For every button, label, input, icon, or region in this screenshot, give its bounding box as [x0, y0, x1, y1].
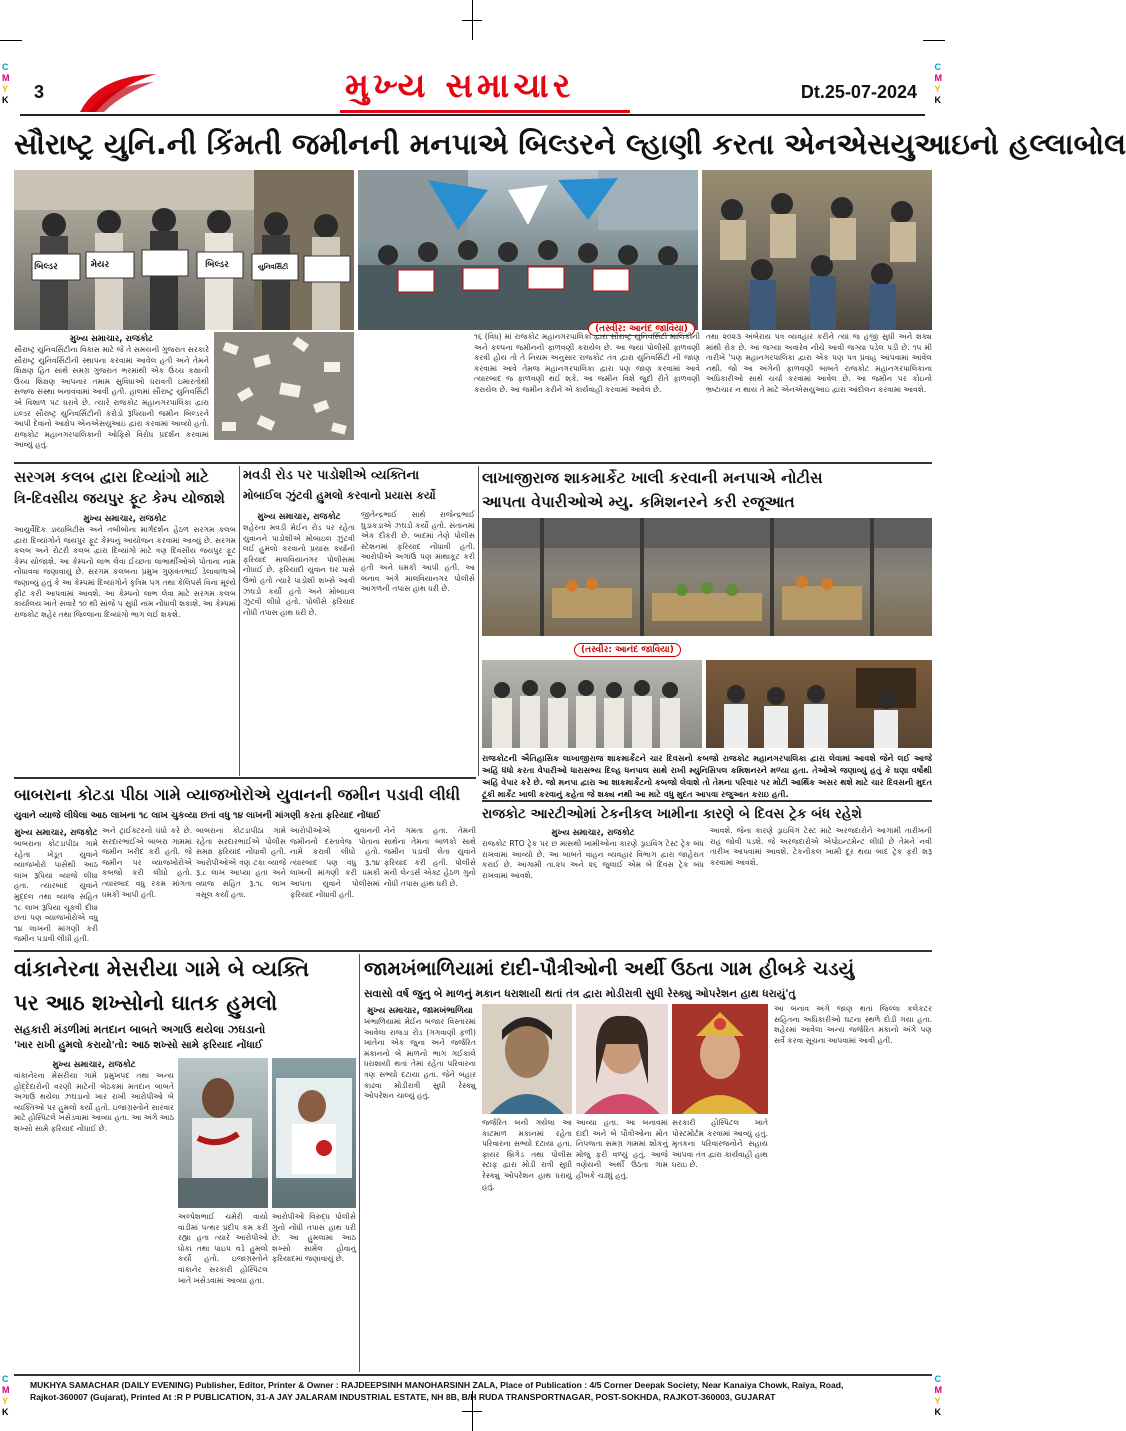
babra-body-3: બાબરાના કોટડાપીઠા ગામે રહેતા સરદારભાઈએ પોલીસ સમક્ષ ફરિયાદ નોંધાવી હતી. આરોપીઓએ ત્રણ ટકા વ્યાજે રૂ.૮ લાખ આપ્યા હતા અને વ્યાજ સહિત રૂ.૧૮ લાખ વસૂલ કર્યા હતા.	[196, 826, 286, 899]
cmyk-marks-right: C M Y K	[934, 62, 942, 105]
masthead-rule	[20, 114, 925, 116]
wankaner-subhead-1: સહકારી મંડળીમાં મતદાન બાબતે અગાઉ થયેલા ઝઘડાનો	[14, 1023, 266, 1036]
sargam-body: આયુર્વેદિક ડાયાબિટીસ અને તબીબોના માર્ગદર્શન હેઠળ સરગમ કલબ દ્વારા દિવ્યાંગોને જયપુર ફૂટ કેમ્પનું આયોજન કરવામાં આવ્યું છે. સરગમ કલબ અને રોટરી કલબ દ્વારા દિવ્યાંગો માટે ત્રણ દિવસીય જયપુર ફૂટ કેમ્પ યોજાશે. આ કેમ્પનો લાભ લેવા ઈચ્છતા લાભાર્થીઓએ પોતાના નામ નોંધાવવા જણાવાયું છે. સરગમ કલબના પ્રમુખ ગુણવંતભાઈ ડેલાવાળાએ જણાવ્યું હતું કે આ કેમ્પમાં દિવ્યાંગોને કૃત્રિમ પગ તથા કેલિપર્સ વિના મૂલ્યે ફીટ કરી આપવામાં આવશે. આ કેમ્પનો લાભ લેવા માટે સરગમ કલબ કાર્યાલય ખાતે સવારે ૧૦ થી સાંજે ૫ સુધી નામ નોંધાવી શકાશે. આ કેમ્પમાં રાજકોટ શહેર તથા જિલ્લાના દિવ્યાંગો ભાગ લઈ શકશે.	[14, 525, 236, 619]
market-photo-3	[706, 660, 932, 748]
jam-body-5: આ બનાવ અંગે જાણ થતાં જિલ્લા કલેકટર સહિતના અધિકારીઓ ઘટના સ્થળે દોડી ગયા હતા. શહેરમાં આવેલા અન્ય જર્જરિત મકાનો અંગે પણ સર્વે કરવા સૂચના આપવામાં આવી હતી.	[774, 1004, 932, 1045]
jam-byline: મુખ્ય સમાચાર, જામખંભાળિયા	[367, 1006, 473, 1016]
section-title: મુખ્ય સમાચાર	[345, 66, 575, 106]
babra-body-4: આરોપીઓએ યુવાનની જમીનનો દસ્તાવેજ પોતાના નામે કરાવી લીધો હતો. ત્યારબાદ પણ વધુ રૂ.૧૪ લાખની માંગણી કરી ધમકી આપતા યુવાને પોલીસમાં ફરિયાદ નોંધાવી હતી.	[290, 826, 380, 899]
cmyk-marks-bottom-right: C M Y K	[934, 1374, 942, 1417]
wankaner-col-1	[14, 1058, 174, 1370]
top-story-col-1	[14, 332, 209, 470]
babra-col-5	[384, 826, 476, 948]
babra-body-1: બાબરાના કોટડાપીઠા ગામે રહેતા ખેડૂત યુવાને વ્યાજખોરો પાસેથી આઠ લાખ રૂપિયા વ્યાજે લીધા હતા. ત્યારબાદ યુવાને મુદ્દલ તથા વ્યાજ સહિત ૧૮ લાખ રૂપિયા ચૂકવી દીધા છતાં પણ વ્યાજખોરોએ વધુ ૧૪ લાખની માંગણી કરી જમીન પડાવી લીધી હતી.	[14, 839, 98, 944]
jam-col-4	[672, 1118, 768, 1370]
page-number: 3	[34, 82, 45, 102]
jam-body-4: સરકારી હોસ્પિટલ ખાતે પોસ્ટમોર્ટમ કરવામાં આવ્યું હતું. મૃતકના પરિવારજનોને સહાય આપવા તંત્ર દ્વારા કાર્યવાહી હાથ ધરાઇ છે.	[672, 1118, 768, 1170]
jam-headline: જામખંભાળિયામાં દાદી-પૌત્રીઓની અર્થી ઉઠતા ગામ હીબકે ચડયું	[364, 958, 855, 980]
wankaner-headline-2: પર આઠ શખ્સોનો ઘાતક હુમલો	[14, 991, 278, 1015]
jam-body-2: જર્જરિત બની ગયેલા આ કાટમાળ મકાનમાં રહેતા પરિવારના સભ્યો દટાયા હતા. ફાયર બ્રિગેડ તથા પોલીસ સ્ટાફ દ્વારા મોડી રાત્રી સુધી રેસ્ક્યુ ઓપરેશન હાથ ધરાયું હતું.	[482, 1118, 572, 1191]
mavdi-headline-1: મવડી રોડ પર પાડોશીએ વ્યક્તિના	[243, 468, 420, 483]
market-headline-2: આપતા વેપારીઓએ મ્યુ. કમિશનરને કરી રજૂઆત	[482, 493, 795, 511]
babra-headline-2: યુવાને વ્યાજે લીધેલા આઠ લાખના ૧૮ લાખ ચુકવ્યા છતાં વધુ ૧૪ લાખની માંગણી કરતા ફરિયાદ નોંધાઈ	[14, 811, 381, 821]
victim-photo-2	[576, 1004, 668, 1114]
mavdi-headline-2: મોબાઈલ ઝુંટવી હુમલો કરવાનો પ્રયાસ કર્યો	[243, 489, 436, 502]
wankaner-body-1: વાંકાનેરના મેસરીયા ગામે પ્રમુખપદ તથા અન્ય હોદ્દેદારોની વરણી માટેની બેઠકમાં મતદાન બાબતે અગાઉ થયેલા ઝઘડાનો ખાર રાખી આરોપીઓ બે વ્યક્તિઓ પર હુમલો કર્યો હતો. ઇજાગ્રસ્તોને સારવાર માટે હોસ્પિટલે ખસેડવામાં આવ્યા હતા. આ અંગે આઠ શખ્સો સામે ફરિયાદ નોંધાઈ છે.	[14, 1071, 174, 1133]
logo-swoosh-icon	[78, 72, 158, 114]
crop-mark-top-h	[462, 20, 482, 21]
mavdi-body-2: જીતેન્દ્રભાઈ સાથે રાજેન્દ્રભાઈ ઘુડાકડાએ ઝઘડો કર્યો હતો. સંતાનમાં એક દીકરી છે. બાદમાં તેણે પોલીસ સ્ટેશનમાં ફરિયાદ નોંધાવી હતી. આરોપીએ અગાઉ પણ માથાકૂટ કરી હતી અને ધમકી આપી હતી. આ બનાવ અંગે માલવિયાનગર પોલીસે આગળની તપાસ હાથ ધરી છે.	[361, 510, 475, 594]
divider-v-3	[359, 954, 360, 1372]
divider-v-2	[478, 466, 479, 776]
photo-credit-top: (તસ્વીર: આનંદ જાવિયા)	[588, 322, 695, 336]
placard-4: યુનિવર્સિટી	[257, 263, 289, 271]
victim-photo-3	[672, 1004, 768, 1114]
mavdi-byline: મુખ્ય સમાચાર, રાજકોટ	[257, 512, 341, 522]
imprint-line-1: MUKHYA SAMACHAR (DAILY EVENING) Publisher, Editor, Printer & Owner : RAJDEEPSINH MANOHARSINH ZALA, Place of Publication : 4/5 Corner Deepak Society, Near Kanaiya Chowk, Raiya, Road,	[30, 1380, 844, 1390]
rto-headline: રાજકોટ આરટીઓમાં ટેકનીકલ ખામીના કારણે બે દિવસ ટ્રેક બંધ રહેશે	[482, 806, 862, 822]
rto-body-1: રાજકોટ RTO ટ્રેક પર છ માસથી ખામીઓના કારણે ડ્રાઇવિંગ ટેસ્ટ ટ્રેક બંધ રાખવામાં આવ્યો છે. આ બાબતે વાહન વ્યવહાર વિભાગ દ્વારા જાહેરાત કરાઈ છે. આગામી તા.૨૫ અને ૨૬ જુલાઈ એમ બે દિવસ ટ્રેક બંધ રાખવામાં આવશે.	[482, 839, 704, 880]
babra-body-2: અને ટ્રાઈક્ટરનો ધંધો કરે છે. સરદારભાઈએ બાબરા ગામમાં જમીન ખરીદ કરી હતી. જે જમીન પર વ્યાજખોરોએ કબજો કરી લીધો હતો. ત્યારબાદ વધુ રકમ માંગતા ધમકી આપી હતી.	[102, 826, 192, 899]
protest-photo-1	[14, 170, 354, 330]
imprint-footer	[30, 1379, 915, 1403]
issue-date: Dt.25-07-2024	[800, 82, 917, 102]
sargam-byline: મુખ્ય સમાચાર, રાજકોટ	[83, 514, 167, 524]
cmyk-marks-left: C M Y K	[2, 62, 10, 105]
babra-byline: મુખ્ય સમાચાર, રાજકોટ	[14, 828, 98, 838]
title-underline	[340, 110, 630, 113]
cmyk-marks-bottom-left: C M Y K	[2, 1374, 10, 1417]
protest-photo-2	[358, 170, 698, 330]
rto-byline: મુખ્ય સમાચાર, રાજકોટ	[551, 828, 635, 838]
mavdi-col-1	[243, 510, 355, 776]
mavdi-col-2	[361, 510, 475, 776]
wankaner-col-2	[178, 1212, 268, 1370]
crop-mark-tl	[0, 40, 22, 41]
jam-subhead: સવાસો વર્ષ જુનુ બે માળનું મકાન ધરાશાયી થતાં તંત્ર દ્વારા મોડીરાત્રી સુધી રેસ્ક્યુ ઓપરેશન હાથ ધરાયું'તુ	[364, 988, 796, 1000]
top-story-col-2	[474, 332, 700, 470]
top-story-body-1: સૌરાષ્ટ્ર યુનિવર્સિટીના વિકાસ માટે જે તે સમયની ગુજરાત સરકારે સૌરાષ્ટ્ર યુનિવર્સિટીની સ્થાપના કરવામાં આવેલ હતી અને તેમને શિક્ષણ હિત સાથે સમગ્ર ગુજરાત ભરમાંથી એક ઉચ્ચ કક્ષાની ઉચ્ચ શિક્ષણ આપનાર તમામ સુવિધાઓ ધરાવતી ઇમારતોથી સજ્જ સંસ્થા બનાવવામાં આવી હતી. હાલમાં સૌરાષ્ટ્ર યુનિવર્સિટી એ વિશાળ પટ ધરાવે છે. ત્યારે રાજકોટ મહાનગરપાલિકા દ્વારા ઇલ્ડર સૌરાષ્ટ્ર યુનિવર્સિટીની કરોડો રૂપિયાની જમીન બિલ્ડરને આપી દેવાનો આક્ષેપ એનએસયુઆઇ દ્વારા કરવામાં આવ્યો હતો. રાજકોટ મહાનગરપાલિકાની ઓફિસે વિરોધ પ્રદર્શન કરવામાં આવ્યું હતું.	[14, 345, 209, 450]
top-story-headline: સૌરાષ્ટ્ર યુનિ.ની કિંમતી જમીનની મનપાએ બિલ્ડરને લ્હાણી કરતા એનએસયુઆઇનો હલ્લાબોલ	[14, 127, 1126, 161]
market-headline-1: લાખાજીરાજ શાકમાર્કેટ ખાલી કરવાની મનપાએ નોટીસ	[482, 469, 823, 487]
crop-mark-tr	[923, 40, 945, 41]
sargam-headline-1: સરગમ કલબ દ્વારા દિવ્યાંગો માટે	[14, 468, 209, 486]
divider-3	[482, 800, 932, 802]
top-story-col-3	[706, 332, 932, 470]
wankaner-subhead-2: 'ખાર રાખી હુમલો કરાયો'તો: આઠ શખ્સો સામે ફરિયાદ નોંધાઈ	[14, 1040, 263, 1051]
babra-col-3	[196, 826, 286, 948]
rto-col-1	[482, 826, 704, 944]
injured-photo-2	[272, 1058, 356, 1208]
footer-rule	[14, 1374, 932, 1376]
divider-2	[14, 777, 476, 779]
placard-1: બિલ્ડર	[34, 262, 58, 272]
placard-2: મેયર	[90, 260, 110, 270]
babra-col-2	[102, 826, 192, 948]
protest-photo-3	[702, 170, 932, 330]
wankaner-body-3: આરોપીઓ વિરુદ્ધ પોલીસે ગુનો નોંધી તપાસ હાથ ધરી છે. આ હુમલામાં આઠ શખ્સો સામેલ હોવાનું ફરિયાદમાં જણાવાયું છે.	[272, 1212, 356, 1264]
jam-col-1	[364, 1004, 476, 1370]
photo-credit-market: (તસ્વીર: આનંદ જાવિયા)	[574, 643, 681, 657]
babra-col-4	[290, 826, 380, 948]
victim-photo-1	[482, 1004, 572, 1114]
top-story-body-2: ૧૬ (વિધ) માં રાજકોટ મહાનગરપાલિકા દ્વારા સૌરાષ્ટ્ર યુનિવર્સિટી માલિકીની અને કલ્પના જમીનની ફાળવણી કરાયેલ છે. આ જ્યાં પોલીસી ફાળવણી કરવી હોય તો તે નિયમ અનુસાર રાજકોટ તંત્ર દ્વારા યુનિવર્સિટી ની જાણ કરવામાં આવે તેમજ મહાનગરપાલિકા દ્વારા પણ જાણ કરવામાં આવે ત્યારબાદ જ ફાળવણી થઈ શકે. આ જમીન વિશે જુદી રીતે ફાળવણી કરાયેલ છે. આ જમીન કરીને એ કાર્યવાહી કરવામાં આવેલ છે.	[474, 332, 700, 394]
torn-papers-photo	[214, 332, 354, 440]
babra-headline-1: બાબરાના કોટડા પીઠા ગામે વ્યાજખોરોએ યુવાનની જમીન પડાવી લીધી	[14, 785, 461, 804]
mavdi-body-1: શહેરના મવડી મેઈન રોડ પર રહેતા યુવાનને પાડોશીએ મોબાઇલ ઝુંટવી લઈ હુમલો કરવાનો પ્રયાસ કર્યાની ફરિયાદ માલવિયાનગર પોલીસમાં નોંધાઈ છે. ફરિયાદી યુવાન ઘર પાસે ઉભો હતો ત્યારે પાડોશી શખ્સે આવી ઝઘડો કર્યો હતો અને મોબાઇલ ઝુંટવી લીધો હતો. પોલીસે ફરિયાદ નોંધી તપાસ હાથ ધરી છે.	[243, 523, 355, 617]
market-photo-1	[482, 518, 932, 636]
rto-col-2	[710, 826, 932, 944]
top-story-byline: મુખ્ય સમાચાર, રાજકોટ	[69, 334, 154, 344]
babra-col-1	[14, 826, 98, 948]
rto-body-2: આવશે. જેના કારણે ડ્રાઇવિંગ ટેસ્ટ માટે અરજદારોને આગામી તારીખની રાહ જોવી પડશે. જે અરજદારોએ એપોઇન્ટમેન્ટ લીધી છે તેમને નવી તારીખ આપવામાં આવશે. ટેકનીકલ ખામી દૂર થયા બાદ ટ્રેક ફરી શરૂ કરવામાં આવશે.	[710, 826, 932, 867]
divider-v-1	[239, 466, 240, 776]
jam-col-3	[576, 1118, 668, 1370]
divider-1	[14, 462, 932, 464]
sargam-headline-2: ત્રિ-દિવસીય જયપુર ફૂટ કેમ્પ યોજાશે	[14, 491, 225, 507]
jam-col-2	[482, 1118, 572, 1370]
injured-photo-1	[178, 1058, 268, 1208]
wankaner-col-3	[272, 1212, 356, 1370]
crop-mark-bottom-h	[462, 1411, 482, 1412]
top-story-body-3: તથા ૨૦૨૩ અંબેરાય પત્ર વ્યવહાર કરીને ત્યાં જ હજી સુધી અને શક્ય માંથી રોક છે. આ જગ્યા અવારેવ નીચે આવી જગ્યા પડેલ પડી છે. ૧૫ મી તારીખે 'પણ મહાનગરપાલિકા દ્વારા એક પણ પત્ર પ્રવાહ આપવામાં આવેલ નથી. જો આ અંગેની ફાળવણી બાબતે રાજકોટ મહાનગરપાલિકાના અધિકારીઓ સાથે ચર્ચા કરવામાં આવેલ છે. આ જમીન પર કોઇનો ભ્રષ્ટાચાર ન થાય તે માટે એનએસયુઆઇ દ્વારા આંદોલન કરવામાં આવશે.	[706, 332, 932, 394]
wankaner-headline-1: વાંકાનેરના મેસરીયા ગામે બે વ્યક્તિ	[14, 957, 310, 981]
babra-body-5: નેને ગમતા હતા. તેમની સાથેના તેમના બાળકો સાથે જમીન પડાવી લેતા યુવાને ફરિયાદ કરી હતી. પોલીસે મની લેન્ડર્સ એક્ટ હેઠળ ગુનો નોંધી તપાસ હાથ ધરી છે.	[384, 826, 476, 888]
market-photo-2	[482, 660, 702, 748]
sargam-col	[14, 512, 236, 774]
wankaner-body-2: અલ્પેશભાઈ ચમેરી વાયો વાડીમાં પત્થર પ્રદીપ કમ કરી રહ્યા હતા ત્યારે આરોપીઓ ધોકા તથા પાઇપ વડે હુમલો કર્યો હતો. ઇજાગ્રસ્તોને વાંકાનેર સરકારી હોસ્પિટલ ખાતે ખસેડવામાં આવ્યા હતા.	[178, 1212, 268, 1285]
placard-3: બિલ્ડર	[205, 260, 229, 270]
imprint-line-2: Rajkot-360007 (Gujarat), Printed At :R P PUBLICATION, 31-A JAY JALARAM INDUSTRIAL ESTATE, NH 8B, B/H RUDA TRANSPORTNAGAR, POST-SOKHDA, RAJKOT-360003, GUJARAT	[30, 1392, 776, 1402]
jam-body-3: આવ્યા હતા. આ બનાવમાં દાદી અને બે પૌત્રીઓના મોત નિપજતા સમગ્ર ગામમાં શોકનું મોજું ફરી વળ્યું હતું. આજે ત્રણેયની અર્થી ઉઠતા ગામ હીબકે ચડ્યું હતું.	[576, 1118, 668, 1180]
market-caption: રાજકોટની ઐતિહાસિક લાખાજીરાજ શાકમાર્કેટને ચાર દિવસનો કબજો રાજકોટ મહાનગરપાલિકા દ્વારા લેવામાં આવશે જેને લઈ આજે અહિં ધંધો કરતા વેપારીઓ ધારાસભ્ય દિલ્હ ધનપાલ સાથે રાખી મ્યુનિસિપલ કમિશનરને મળ્યા હતા. તેઓએ જણાવ્યું હતું કે ઘણા વર્ષોથી અહિં વેપાર કરે છે. જો મનપા દ્વારા આ શાકમાર્કેટનો કબજો લેવાશે તો તેમના પરિવાર પર મોટી આર્થિક અસર થશે માટે ચાર દિવસની મુદત ટૂંકી માર્કેટ ખાલી કરવાનું કહેતા જે શક્ય નથી આ માટે વધુ મુદત આપવા રજુઆત કરાઇ હતી.	[482, 753, 932, 799]
masthead	[20, 64, 925, 116]
jam-body-1: ખંભાળિયામાં મેઈન બજાર વિસ્તારમાં આવેલા રાજડા રોડ (ગગવાણી ફળી) ખાતેના એક જુના અને જર્જરિત મકાનનો બે માળનો ભાગ ગઈકાલે ધરાશાયી થતાં તેમાં રહેતા પરિવારના ત્રણ સભ્યો દટાયા હતા. જેને બહાર કાઢવા મોડીરાત્રી સુધી રેસ્ક્યુ ઓપરેશન ચાલ્યું હતું.	[364, 1017, 476, 1101]
jam-col-5	[774, 1004, 932, 1370]
wankaner-byline: મુખ્ય સમાચાર, રાજકોટ	[52, 1060, 136, 1070]
